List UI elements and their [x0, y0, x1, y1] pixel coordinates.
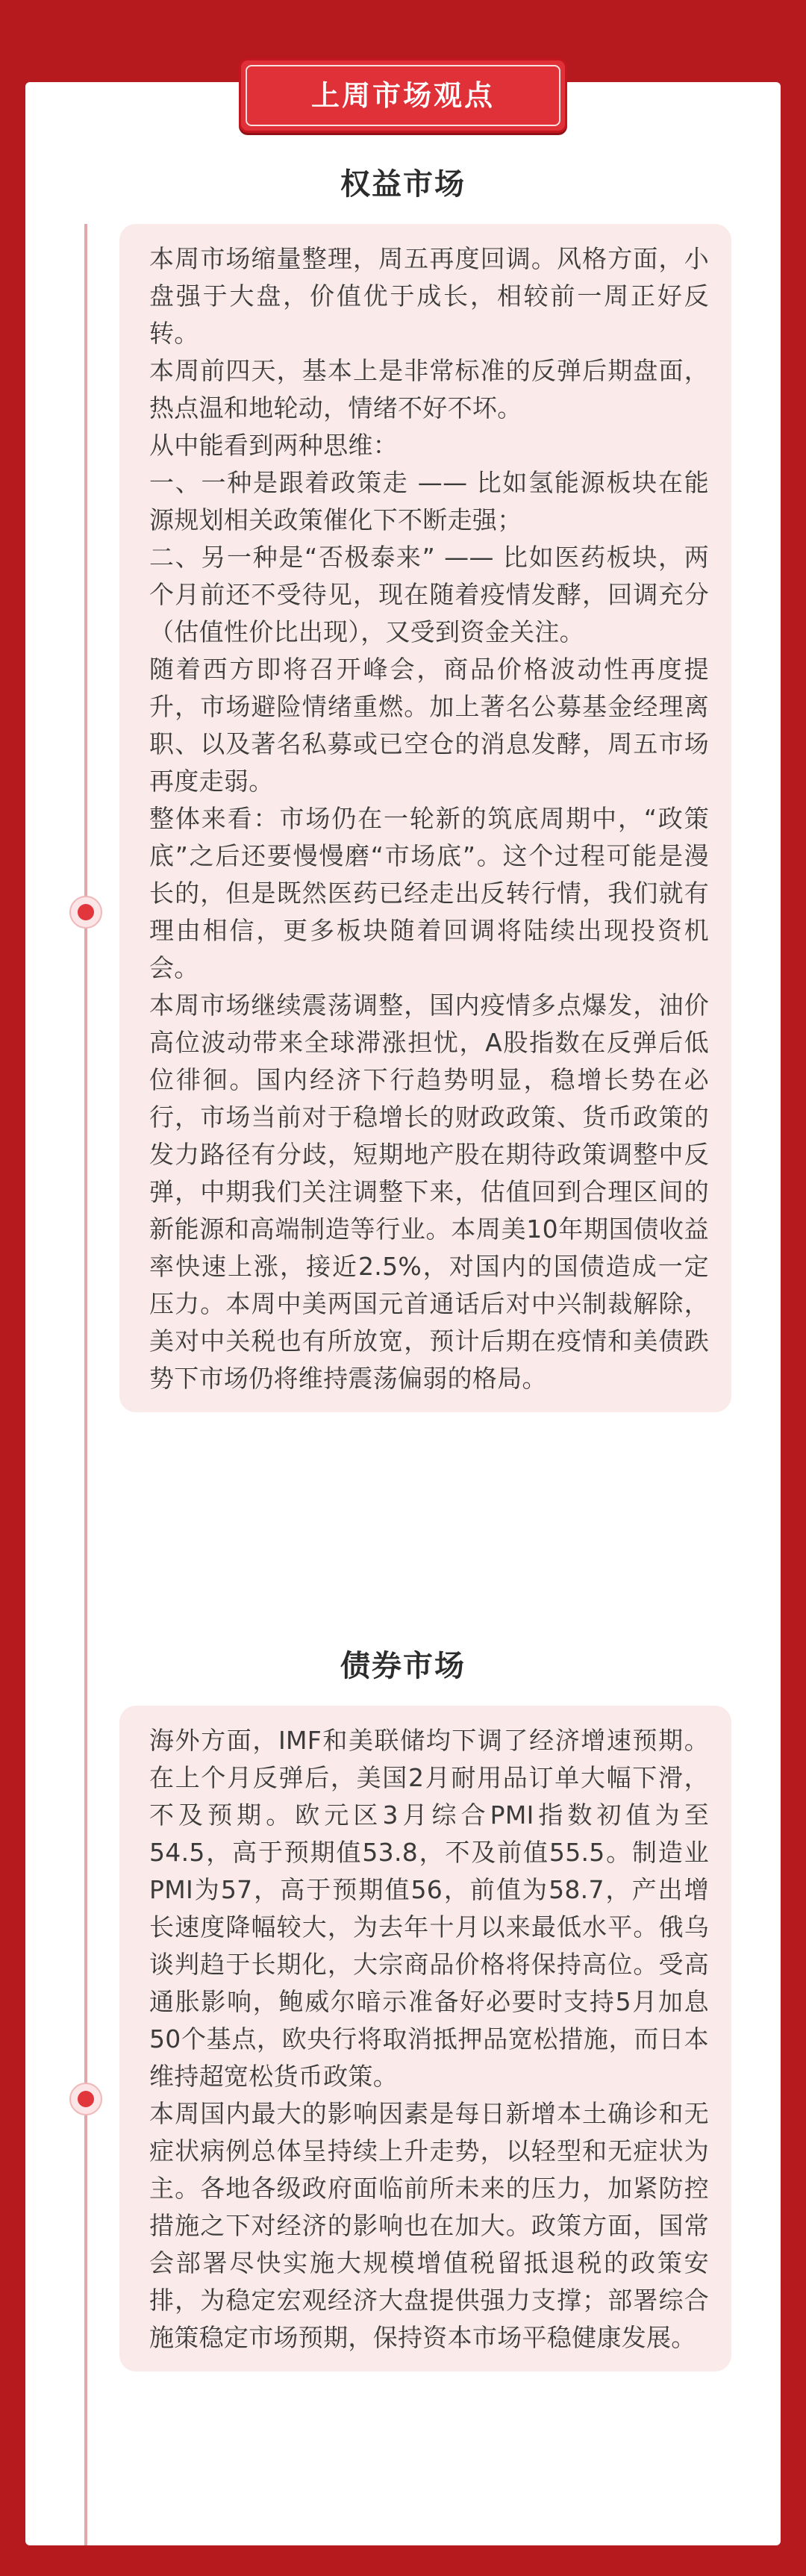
paragraph: 从中能看到两种思维：: [149, 431, 398, 460]
paragraph: 本周前四天，基本上是非常标准的反弹后期盘面，热点温和地轮动，情绪不好不坏。: [149, 356, 709, 422]
bond-content-box: [119, 1706, 731, 2371]
equity-section-title: 权益市场: [340, 167, 466, 202]
header-title: 上周市场观点: [310, 79, 495, 112]
paragraph: 本周市场继续震荡调整，国内疫情多点爆发，油价高位波动带来全球滞涨担忧，A股指数在反弹后低位徘徊。国内经济下行趋势明显，稳增长势在必行，市场当前对于稳增长的财政政策、货币政策的发力路径有分歧，短期地产股在期待政策调整中反弹，中期我们关注调整下来，估值回到合理区间的新能源和高端制造等行业。本周美10年期国债收益率快速上涨，接近2.5%，对国内的国债造成一定压力。本周中美两国元首通话后对中兴制裁解除，美对中关税也有所放宽，预计后期在疫情和美债跌势下市场仍将维持震荡偏弱的格局。: [149, 991, 709, 1393]
timeline-line: [84, 224, 87, 2545]
timeline-dot-icon: [69, 2083, 102, 2115]
paragraph: 二、另一种是“否极泰来” —— 比如医药板块，两个月前还不受待见，现在随着疫情发酵，回调充分（估值性价比出现），又受到资金关注。: [149, 543, 709, 646]
timeline-dot-icon: [69, 896, 102, 929]
paragraph: 整体来看：市场仍在一轮新的筑底周期中，“政策底”之后还要慢慢磨“市场底”。这个过程可能是漫长的，但是既然医药已经走出反转行情，我们就有理由相信，更多板块随着回调将陆续出现投资机会。: [149, 804, 709, 982]
paragraph: 本周国内最大的影响因素是每日新增本土确诊和无症状病例总体呈持续上升走势，以轻型和无症状为主。各地各级政府面临前所未来的压力，加紧防控措施之下对经济的影响也在加大。政策方面，国常会部署尽快实施大规模增值税留抵退税的政策安排，为稳定宏观经济大盘提供强力支撑；部署综合施策稳定市场预期，保持资本市场平稳健康发展。: [149, 2099, 709, 2352]
equity-content-box: [119, 224, 731, 1412]
paragraph: 一、一种是跟着政策走 —— 比如氢能源板块在能源规划相关政策催化下不断走强；: [149, 468, 709, 534]
bond-section-title: 债券市场: [340, 1649, 466, 1683]
paragraph: 海外方面，IMF和美联储均下调了经济增速预期。在上个月反弹后，美国2月耐用品订单大幅下滑，不及预期。欧元区3月综合PMI指数初值为至54.5，高于预期值53.8，不及前值55.5。制造业PMI为57，高于预期值56，前值为58.7，产出增长速度降幅较大，为去年十月以来最低水平。俄乌谈判趋于长期化，大宗商品价格将保持高位。受高通胀影响，鲍威尔暗示准备好必要时支持5月加息50个基点，欧央行将取消抵押品宽松措施，而日本维持超宽松货币政策。: [149, 1726, 709, 2091]
header-tab: [239, 58, 567, 133]
paragraph: 本周市场缩量整理，周五再度回调。风格方面，小盘强于大盘，价值优于成长，相较前一周正好反转。: [149, 244, 709, 348]
paragraph: 随着西方即将召开峰会，商品价格波动性再度提升，市场避险情绪重燃。加上著名公募基金经理离职、以及著名私募或已空仓的消息发酵，周五市场再度走弱。: [149, 655, 709, 796]
